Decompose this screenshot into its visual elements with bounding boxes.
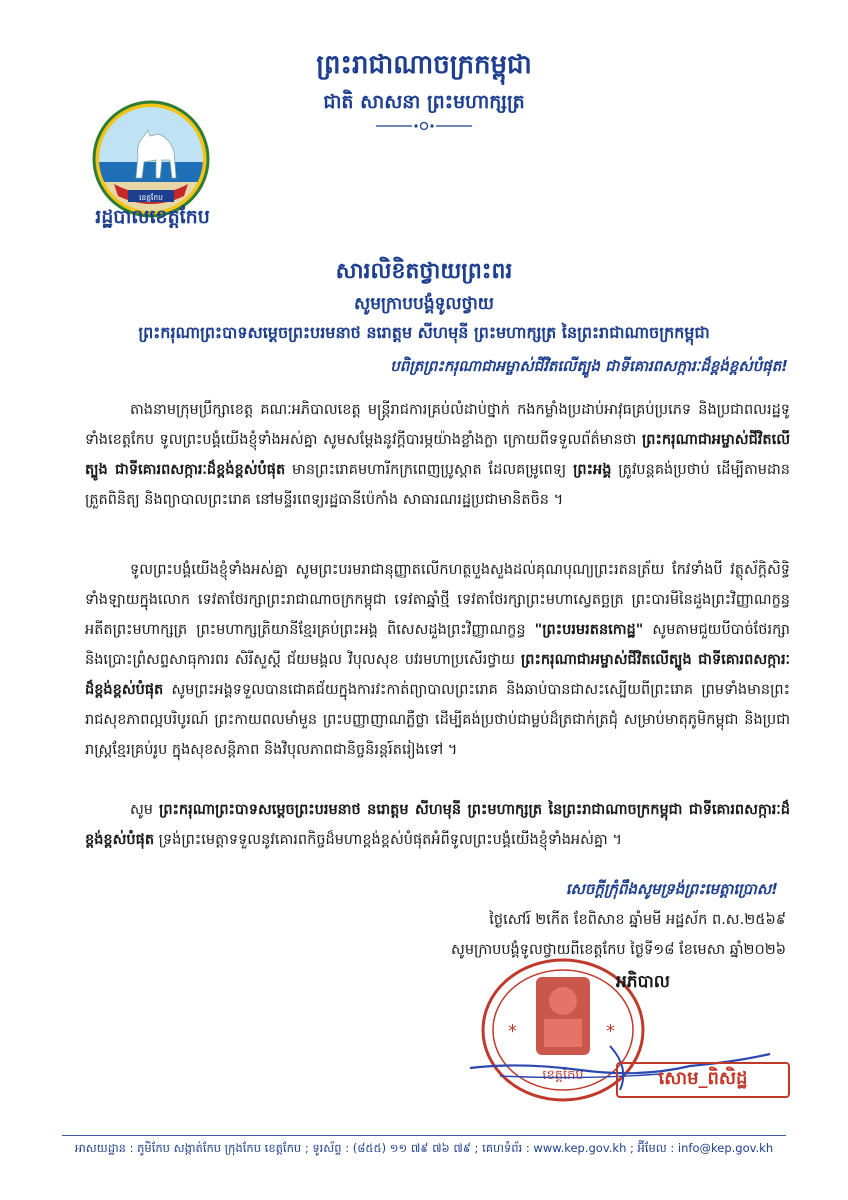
letter-recipient: ព្រះករុណាព្រះបាទសម្តេចព្រះបរមនាថ នរោត្តម សីហមុនី ព្រះមហាក្សត្រ នៃព្រះរាជាណាចក្រកម្ពុជា — [138, 323, 710, 342]
letter-title: សារលិខិតថ្វាយព្រះពរ — [335, 259, 513, 284]
signer-title: អភិបាល — [616, 972, 670, 992]
lunar-date: ថ្ងៃសៅរ៍ ២កើត ខែពិសាខ ឆ្នាំមមី អដ្ឋស័ក ព.ស.២៥៦៩ — [489, 912, 786, 928]
solar-date: សូមក្រាបបង្គំទូលថ្វាយពីខេត្តកែប ថ្ងៃទី១៨ ខែមេសា ឆ្នាំ២០២៦ — [451, 942, 786, 958]
logo-caption: រដ្ឋបាលខេត្តកែប — [95, 206, 210, 228]
letter-subtitle: សូមក្រាបបង្គំទូលថ្វាយ — [354, 294, 494, 314]
p2-text: សូមតាមជួយបីបាច់ថែរក្សា និងប្រោះព្រំសព្ទសាធុការពរ សិរីសួស្តី ជ័យមង្គល វិបុលសុខ បវរមហាប្រសើរថ្វាយ — [85, 622, 790, 668]
closing-salutation: សេចក្តីក្រុំពឹងសូមទ្រង់ព្រះមេត្តាប្រោស! — [565, 880, 778, 898]
ornament-divider — [374, 120, 474, 132]
p2-text: ទូលព្រះបង្គំយើងខ្ញុំទាំងអស់គ្នា សូមព្រះបរមរាជានុញ្ញាតលើកហត្ថបួងសួងដល់គុណបុណ្យព្រះរតនត្រ័យ កែវទាំងបី វត្ថុស័ក្តិសិទ្ធិទាំងឡាយក្នុងលោក ទេវតាថែរក្សាព្រះរាជាណាចក្រកម្ពុជា ទេវតាឆ្នាំថ្មី ទេវតាថែរក្សាព្រះមហាស្វេតច្ឆត្រ ព្រះបារមីនៃដួងព្រះវិញ្ញាណក្ខន្ធអតីតព្រះមហាក្សត្រ ព្រះមហាក្សត្រិយានីខ្មែរគ្រប់ព្រះអង្គ ពិសេសដួងព្រះវិញ្ញាណក្ខន្ធ — [85, 562, 790, 638]
seal-text: ខេត្តកែប — [542, 1068, 584, 1083]
p1-text: ត្រូវបន្តគង់ប្រថាប់ ដើម្បីតាមដាន ត្រួតពិនិត្យ និងព្យាបាលព្រះរោគ នៅមន្ទីរពេទ្យរដ្ឋធានីប៉េកាំង សាធារណរដ្ឋប្រជាមានិតចិន ។ — [85, 462, 791, 508]
signer-name: សោម_ពិសិដ្ឋ — [616, 1062, 790, 1098]
footer-contact: អាសយដ្ឋាន : ភូមិកែប សង្កាត់កែប ក្រុងកែប ខេត្តកែប ; ទូរស័ព្ទ : (៨៥៥) ១១ ៧៩ ៧៦ ៧៩ ; គេហទំព័រ : www.kep.gov.kh ; អ៊ីមែល : info@kep.gov.kh — [74, 1141, 774, 1155]
p2-text: សូមព្រះអង្គទទួលបានជោគជ័យក្នុងការវះកាត់ព្យាបាលព្រះរោគ និងឆាប់បានជាសះស្បើយពីព្រះរោគ ព្រមទាំងមានព្រះរាជសុខភាពល្អបរិបូរណ៍ ព្រះកាយពលមាំមួន ព្រះបញ្ញាញាណភ្លឺថ្លា ដើម្បីគង់ប្រថាប់ជាម្លប់ដ៏ត្រជាក់ត្រជុំ សម្រាប់មាតុភូមិកម្ពុជា និងប្រជារាស្ត្រខ្មែរគ្រប់រូប ក្នុងសុខសន្តិភាព និងវិបុលភាពជានិច្ចនិរន្តរ៍តរៀងទៅ ។ — [85, 682, 790, 758]
p1-text: មានព្រះរោគមហារីកក្រពេញប្រូស្តាត ដែលគម្រូពេទ្យ — [285, 462, 574, 478]
body-paragraph-3 — [85, 795, 790, 855]
footer-divider — [62, 1135, 786, 1136]
p1-bold: ព្រះអង្គ — [573, 462, 612, 478]
p1-bold: ព្រះករុណាជាអម្ចាស់ជីវិតលើត្បូង ជាទីគោរពសក្ការៈដ៏ខ្ពង់ខ្ពស់បំផុត — [85, 432, 790, 478]
body-paragraph-2 — [85, 555, 790, 765]
national-motto: ជាតិ សាសនា ព្រះមហាក្សត្រ — [323, 91, 525, 113]
p3-text: ទ្រង់ព្រះមេត្តាទទួលនូវគោរពកិច្ចដ៏មហាខ្ពង់ខ្ពស់បំផុតអំពីទូលព្រះបង្គំយើងខ្ញុំទាំងអស់គ្នា ។ — [154, 832, 622, 848]
svg-text:*: * — [508, 1021, 517, 1042]
p3-bold: ព្រះករុណាព្រះបាទសម្តេចព្រះបរមនាថ នរោត្តម សីហមុនី ព្រះមហាក្សត្រ នៃព្រះរាជាណាចក្រកម្ពុជា ជាទីគោរពសក្ការៈដ៏ខ្ពង់ខ្ពស់បំផុត — [85, 802, 790, 848]
body-paragraph-1 — [85, 395, 790, 515]
logo-ribbon-text: ខេត្តកែប — [139, 193, 163, 202]
kingdom-heading: ព្រះរាជាណាចក្រកម្ពុជា — [316, 50, 532, 80]
kep-province-logo — [92, 100, 210, 218]
p3-text: សូម — [130, 802, 160, 818]
p2-bold: "ព្រះបរមរតនកោដ្ឋ" — [534, 622, 644, 638]
p2-bold: ព្រះករុណាជាអម្ចាស់ជីវិតលើត្បូង ជាទីគោរពសក្ការៈដ៏ខ្ពង់ខ្ពស់បំផុត — [85, 652, 790, 698]
svg-text:*: * — [606, 1021, 615, 1042]
letter-address-line: បពិត្រព្រះករុណាជាអម្ចាស់ជីវិតលើត្បូង ជាទីគោរពសក្ការៈដ៏ខ្ពង់ខ្ពស់បំផុត! — [390, 357, 788, 375]
p1-text: តាងនាមក្រុមប្រឹក្សាខេត្ត គណៈអភិបាលខេត្ត មន្ត្រីរាជការគ្រប់លំដាប់ថ្នាក់ កងកម្លាំងប្រដាប់អាវុធគ្រប់ប្រភេទ និងប្រជាពលរដ្ឋទូទាំងខេត្តកែប ទូលព្រះបង្គំយើងខ្ញុំទាំងអស់គ្នា សូមសម្តែងនូវក្តីបារម្ភយ៉ាងខ្លាំងក្លា ក្រោយពីទទួលព័ត៌មានថា — [85, 402, 790, 448]
